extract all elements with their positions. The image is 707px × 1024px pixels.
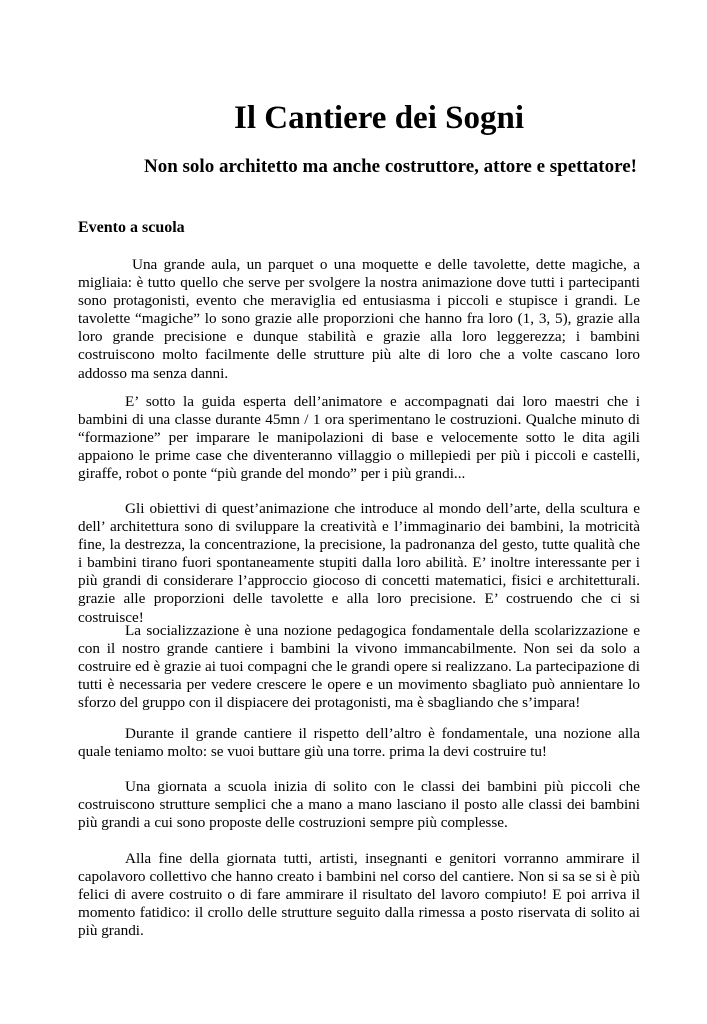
paragraph: Una giornata a scuola inizia di solito con le classi dei bambini più piccoli che costruiscono strutture semplici che a mano a mano lasciano il posto alle classi dei bambini più grandi a cui sono proposte delle costruzioni sempre più complesse. <box>78 778 640 832</box>
paragraph: Durante il grande cantiere il rispetto dell’altro è fondamentale, una nozione alla quale teniamo molto: se vuoi buttare giù una torre. prima la devi costruire tu! <box>78 725 640 761</box>
paragraph: Alla fine della giornata tutti, artisti, insegnanti e genitori vorranno ammirare il capolavoro collettivo che hanno creato i bambini nel corso del cantiere. Non si sa se si è più felici di avere costruito o di fare ammirare il risultato del lavoro compiuto! E poi arriva il momento fatidico: il crollo delle strutture seguito dalla rimessa a posto riservata di solito ai più grandi. <box>78 850 640 940</box>
paragraph: Una grande aula, un parquet o una moquette e delle tavolette, dette magiche, a migliaia: è tutto quello che serve per svolgere la nostra animazione dove tutti i partecipanti sono protagonisti, evento che meraviglia ed entusiasma i piccoli e stupisce i grandi. Le tavolette “magiche” lo sono grazie alle proporzioni che hanno fra loro (1, 3, 5), grazie alla loro grande precisione e dunque stabilità e grazie alla loro leggerezza; i bambini costruiscono molto facilmente delle strutture più alte di loro che a volte cascano loro addosso ma senza danni. <box>78 256 640 382</box>
paragraph: Gli obiettivi di quest’animazione che introduce al mondo dell’arte, della scultura e dell’ architettura sono di sviluppare la creatività e l’immaginario dei bambini, la motricità fine, la destrezza, la concentrazione, la precisione, la padronanza del gesto, tutte qualità che i bambini tirano fuori spontaneamente stupiti dalla loro abilità. E’ inoltre interessante per i più grandi di considerare l’approccio giocoso di concetti matematici, fisici e architetturali. grazie alle proporzioni delle tavolette e alla loro precisione. E’ costruendo che ci si costruisce! <box>78 500 640 626</box>
section-heading: Evento a scuola <box>78 219 185 236</box>
paragraph: La socializzazione è una nozione pedagogica fondamentale della scolarizzazione e con il nostro grande cantiere i bambini la vivono immancabilmente. Non sei da solo a costruire ed è grazie ai tuoi compagni che le grandi opere si realizzano. La partecipazione di tutti è necessaria per vedere crescere le opere e un movimento sbagliato può annientare lo sforzo del gruppo con il dispiacere dei protagonisti, ma è sbagliando che s’impara! <box>78 622 640 712</box>
document-title: Il Cantiere dei Sogni <box>234 100 524 136</box>
paragraph: E’ sotto la guida esperta dell’animatore e accompagnati dai loro maestri che i bambini di una classe durante 45mn / 1 ora sperimentano le costruzioni. Qualche minuto di “formazione” per imparare le manipolazioni di base e velocemente sotto le dita agili appaiono le prime case che diventeranno villaggio o millepiedi per più i piccoli e castelli, giraffe, robot o ponte “più grande del mondo” per i più grandi... <box>78 393 640 483</box>
document-subtitle: Non solo architetto ma anche costruttore, attore e spettatore! <box>144 156 637 177</box>
